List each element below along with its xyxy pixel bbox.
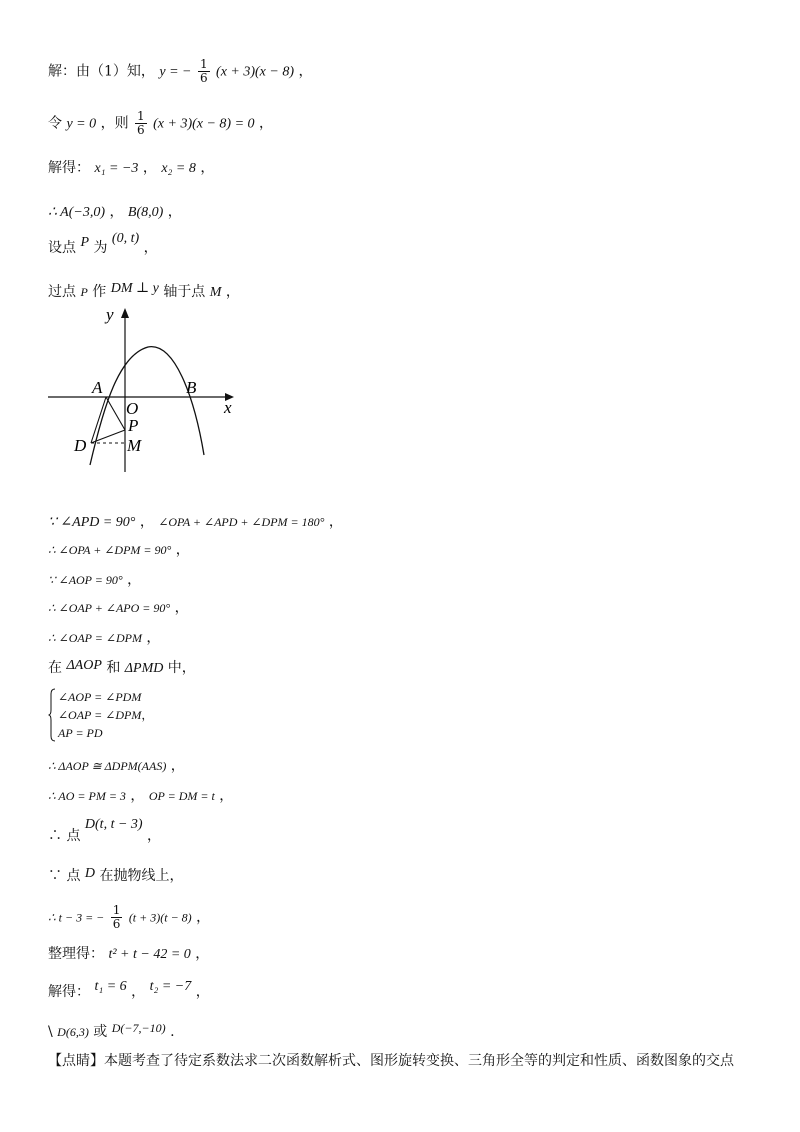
text: ， [328, 514, 343, 530]
text: ， [130, 788, 145, 804]
text: ， [195, 946, 210, 962]
fraction-numerator: 1 [112, 903, 121, 917]
text: \ [48, 1024, 53, 1040]
solution-line-10 [48, 598, 189, 618]
solution-line-7 [48, 512, 343, 533]
text: 令 [48, 115, 62, 132]
fraction [198, 58, 210, 85]
fraction [135, 110, 147, 137]
text: ， [139, 514, 154, 530]
text: ， [196, 909, 211, 926]
text: 中， [167, 660, 196, 676]
label-y: y [106, 305, 114, 324]
solution-line-14 [48, 786, 233, 806]
text: ， [170, 758, 185, 774]
condition-2-row [58, 706, 258, 724]
text: 过点 [48, 284, 76, 300]
math: t₁ = 6 [94, 979, 127, 994]
solution-line-9 [48, 570, 141, 590]
text: 设点 [48, 240, 76, 256]
label-M: M [127, 436, 142, 455]
solution-line-11 [48, 628, 160, 648]
left-brace [48, 688, 56, 742]
fraction-numerator: 1 [137, 109, 145, 123]
math: y = 0 [66, 116, 97, 132]
brace-lines [58, 688, 258, 742]
text: ， [174, 600, 189, 616]
text: ， [127, 572, 142, 588]
text: ， [142, 160, 157, 176]
text: 或 [93, 1024, 108, 1040]
text: ， [109, 204, 124, 220]
solution-line-15 [48, 817, 162, 847]
fraction-denominator: 6 [199, 71, 208, 85]
label-A: A [92, 378, 103, 397]
math: (0, t) [111, 231, 140, 246]
text: ， [146, 630, 161, 646]
math: y = − [159, 64, 192, 80]
math: t² + t − 42 = 0 [108, 947, 191, 962]
math: ∴ ∠OAP = ∠DPM [48, 631, 142, 645]
math: D [84, 866, 96, 881]
key-point-note: 【点睛】本题考查了待定系数法求二次函数解析式、图形旋转变换、三角形全等的判定和性质、函数图象的交点 [48, 1053, 734, 1069]
math: (t + 3)(t − 8) [128, 910, 192, 925]
solution-line-18 [48, 944, 209, 965]
text: ， [225, 284, 240, 300]
text: ， [195, 984, 210, 1000]
solution-line-8 [48, 540, 190, 560]
fraction-numerator: 1 [199, 57, 208, 71]
text: 在 [48, 660, 62, 676]
math: ∵ ∠AOP = 90° [48, 573, 123, 587]
text: ，则 [100, 115, 129, 132]
text: ， [175, 542, 190, 558]
parabola-figure [44, 300, 254, 480]
segment-AD [91, 397, 106, 443]
math: ∴ ∠OAP + ∠APO = 90° [48, 601, 171, 615]
solution-line-4 [48, 202, 182, 223]
segment-PD [91, 430, 125, 443]
text: ， [259, 115, 273, 132]
solution-line-16 [48, 866, 183, 887]
math: ∠OPA + ∠APD + ∠DPM = 180° [158, 515, 325, 529]
math: ∴ AO = PM = 3 [48, 789, 126, 803]
text: ， [298, 63, 313, 80]
solution-line-13 [48, 756, 185, 776]
label-O: O [126, 399, 139, 418]
text: ， [219, 788, 234, 804]
condition-2: ∠OAP = ∠DPM [58, 708, 142, 722]
math: ∵ ∠APD = 90° [48, 515, 136, 530]
text: ∵ 点 [48, 868, 81, 884]
math: ∴ ΔAOP ≅ ΔDPM(AAS) [48, 759, 167, 773]
fraction-denominator: 6 [112, 917, 121, 931]
condition-1: ∠AOP = ∠PDM [58, 690, 142, 704]
math: D(t, t − 3) [84, 817, 143, 832]
text: 为 [93, 240, 108, 256]
y-axis-arrow [121, 308, 129, 318]
math: P [80, 285, 88, 299]
math: ΔPMD [124, 661, 164, 676]
solution-line-19 [48, 979, 210, 1003]
fraction [111, 904, 123, 931]
text: 点 [66, 828, 81, 844]
solution-line-5 [48, 231, 158, 259]
text: ， [131, 984, 146, 1000]
math: D(6,3) [57, 1025, 89, 1039]
label-D: D [74, 436, 87, 455]
text: ∴ [48, 828, 62, 844]
label-B: B [186, 378, 197, 397]
text: . [170, 1024, 175, 1040]
math: (x + 3)(x − 8) [216, 64, 295, 80]
text: 轴于点 [163, 284, 206, 300]
parabola-curve [90, 347, 204, 465]
fraction-denominator: 6 [137, 123, 145, 137]
segment-AP [106, 397, 125, 430]
text: ， [141, 708, 154, 722]
math: (x + 3)(x − 8) = 0 [153, 116, 255, 132]
math: B(8,0) [127, 205, 164, 220]
condition-3: AP = PD [58, 726, 103, 740]
text: ， [147, 828, 162, 844]
math: ΔAOP [66, 658, 102, 673]
label-P: P [128, 416, 139, 435]
math: OP = DM = t [148, 789, 215, 803]
solution-line-3 [48, 158, 214, 179]
math: ∴ A(−3,0) [48, 205, 105, 220]
math: DM ⊥ y [110, 281, 159, 296]
solution-line-20 [48, 1022, 175, 1042]
text: 解得： [48, 160, 90, 176]
math: x₂ = 8 [161, 161, 196, 176]
solution-line-17 [48, 904, 210, 931]
text: ， [167, 204, 182, 220]
math: D(−7,−10) [111, 1021, 166, 1035]
math: ∴ t − 3 = − [48, 910, 105, 925]
text: ， [143, 240, 158, 256]
math: t₂ = −7 [149, 979, 192, 994]
text: 在抛物线上， [99, 868, 184, 884]
math: ∴ ∠OPA + ∠DPM = 90° [48, 543, 172, 557]
text: 作 [92, 284, 107, 300]
text: ， [200, 160, 215, 176]
solution-line-12 [48, 658, 196, 679]
math: M [209, 285, 222, 300]
text: 解：由（1）知， [48, 63, 155, 80]
math: P [80, 235, 90, 250]
math: x₁ = −3 [94, 161, 139, 176]
text: 和 [106, 660, 121, 676]
label-x: x [224, 398, 232, 417]
text: 解得： [48, 984, 90, 1000]
solution-line-2 [48, 110, 273, 137]
text: 整理得： [48, 946, 104, 962]
solution-line-1 [48, 58, 312, 85]
